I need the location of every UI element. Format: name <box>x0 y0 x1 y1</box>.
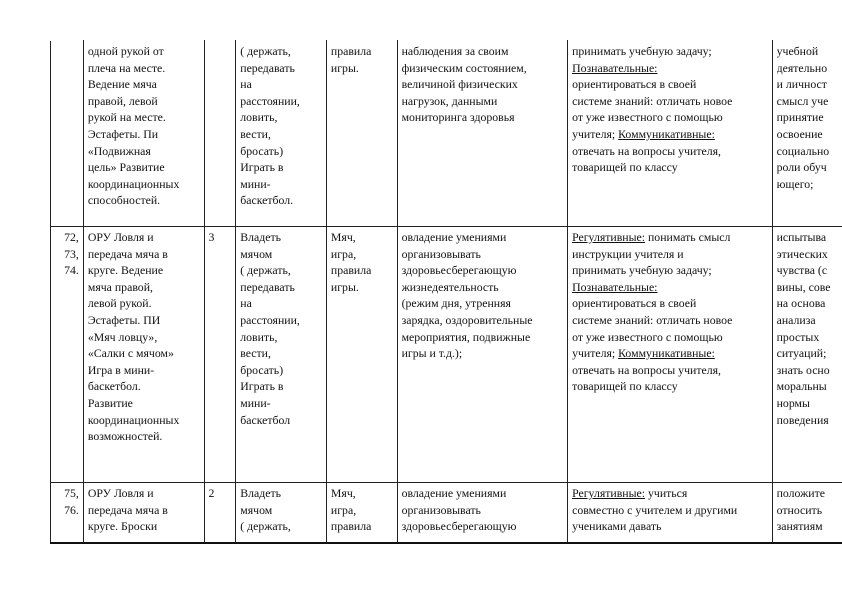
cell-text: принимать учебную задачу; <box>572 263 712 278</box>
cell-line: координационных <box>87 412 180 427</box>
cell-line <box>572 126 769 143</box>
table-row <box>51 483 842 543</box>
cell-line: ющего; <box>776 176 814 191</box>
cell-line <box>572 345 769 362</box>
cell-line: жизнедеятельность <box>401 279 499 294</box>
cell-line: нагрузок, данными <box>401 93 498 108</box>
cell-line: овладение умениями <box>401 230 507 244</box>
cell-line: игра, <box>330 502 357 517</box>
cell-line: расстоянии, <box>240 93 300 108</box>
cell-line: испытыва <box>776 230 827 244</box>
cell-line: здоровьесберегающую <box>401 263 517 278</box>
cell-line: (режим дня, утренняя <box>401 296 511 311</box>
cell-line: Играть в <box>240 379 284 394</box>
table-row <box>51 41 842 227</box>
cell-number <box>51 41 84 227</box>
cell-line: относить <box>776 502 823 517</box>
cell-line <box>572 312 769 329</box>
cell-line <box>572 362 769 379</box>
cell-line: «Мяч ловцу», <box>87 329 158 344</box>
cell-line: чувства (с <box>776 263 828 278</box>
cell-line: организовывать <box>401 246 481 261</box>
cell-text: товарищей по классу <box>572 160 678 175</box>
cell-line: правой, левой <box>87 93 158 108</box>
cell-line: «Салки с мячом» <box>87 346 174 361</box>
cell-line: возможностей. <box>87 429 163 444</box>
section-heading: Регулятивные: <box>572 486 646 500</box>
cell-line: ( держать, <box>240 519 291 534</box>
cell-number <box>51 483 84 543</box>
cell-line: 73, <box>64 246 79 261</box>
cell-topic <box>83 483 204 543</box>
cell-line: учебной <box>776 44 819 58</box>
cell-line: вести, <box>240 346 271 361</box>
cell-line <box>572 262 769 279</box>
cell-line: организовывать <box>401 502 481 517</box>
cell-line <box>572 246 769 263</box>
cell-topic <box>83 227 204 483</box>
cell-line: игра, <box>330 246 357 261</box>
section-heading: Регулятивные: <box>572 230 646 244</box>
cell-line: Играть в <box>240 160 284 175</box>
cell-line: 72, <box>64 230 79 244</box>
cell-meta-results <box>568 483 773 543</box>
lesson-plan-table <box>50 40 842 544</box>
cell-line: одной рукой от <box>87 44 164 58</box>
cell-line: на основа <box>776 296 826 311</box>
cell-line: этических <box>776 246 828 261</box>
cell-line: левой рукой. <box>87 296 152 311</box>
cell-line: круге. Броски <box>87 519 158 534</box>
cell-line: на <box>240 77 252 92</box>
cell-text: от уже известного с помощью <box>572 110 723 125</box>
cell-text: от уже известного с помощью <box>572 329 723 344</box>
cell-line: вины, сове <box>776 279 831 294</box>
cell-element-content <box>236 483 327 543</box>
cell-line: баскетбол <box>240 412 291 427</box>
cell-line: социально <box>776 143 830 158</box>
cell-line: 2 <box>208 486 215 500</box>
cell-text: товарищей по классу <box>572 379 678 394</box>
cell-text: учиться <box>645 486 688 500</box>
cell-line: передавать <box>240 60 295 75</box>
cell-hours <box>204 227 236 483</box>
cell-line: 76. <box>64 502 79 517</box>
section-heading: Познавательные: <box>572 60 658 75</box>
cell-text: отвечать на вопросы учителя, <box>572 362 721 377</box>
cell-text: учителя; <box>572 126 619 141</box>
section-heading: Познавательные: <box>572 279 658 294</box>
cell-meta-results <box>568 227 773 483</box>
cell-line: анализа <box>776 312 816 327</box>
cell-line: расстоянии, <box>240 312 300 327</box>
cell-line <box>572 279 769 296</box>
cell-meta-results <box>568 41 773 227</box>
cell-element-content <box>236 41 327 227</box>
cell-line: ОРУ Ловля и <box>87 486 154 500</box>
cell-line: на <box>240 296 252 311</box>
cell-line: цель» Развитие <box>87 160 165 175</box>
cell-line: занятиям <box>776 519 823 534</box>
cell-line: бросать) <box>240 143 284 158</box>
cell-equipment <box>326 41 397 227</box>
cell-line: игры и т.д.); <box>401 346 463 361</box>
cell-text: системе знаний: отличать новое <box>572 312 733 327</box>
cell-line: правила <box>330 519 372 534</box>
cell-line: здоровьесберегающую <box>401 519 517 534</box>
cell-line: ловить, <box>240 329 278 344</box>
cell-line: смысл уче <box>776 93 829 108</box>
cell-line: передавать <box>240 279 295 294</box>
cell-line: знать осно <box>776 362 830 377</box>
cell-text: системе знаний: отличать новое <box>572 93 733 108</box>
cell-text: ориентироваться в своей <box>572 296 697 311</box>
cell-line: деятельно <box>776 60 828 75</box>
cell-line: поведения <box>776 412 829 427</box>
table-body <box>51 41 842 543</box>
cell-line <box>572 378 769 395</box>
cell-equipment <box>326 227 397 483</box>
cell-line: игры. <box>330 60 359 75</box>
cell-line: мониторинга здоровья <box>401 110 515 125</box>
cell-line: круге. Ведение <box>87 263 164 278</box>
cell-line: ловить, <box>240 110 278 125</box>
cell-line: игры. <box>330 279 359 294</box>
cell-hours <box>204 483 236 543</box>
cell-line: величиной физических <box>401 77 518 92</box>
cell-line: ситуаций; <box>776 346 827 361</box>
cell-line: Эстафеты. ПИ <box>87 312 161 327</box>
cell-line: мероприятия, подвижные <box>401 329 531 344</box>
cell-line <box>572 485 769 502</box>
cell-topic <box>83 41 204 227</box>
cell-line: мяча правой, <box>87 279 153 294</box>
cell-line: мячом <box>240 246 273 261</box>
cell-line: 3 <box>208 230 215 244</box>
cell-line: роли обуч <box>776 160 827 175</box>
cell-text: инструкции учителя и <box>572 246 684 261</box>
cell-line: Ведение мяча <box>87 77 157 92</box>
cell-line: вести, <box>240 126 271 141</box>
cell-line: мячом <box>240 502 273 517</box>
cell-text: понимать смысл <box>645 230 731 244</box>
cell-line <box>572 60 769 77</box>
cell-hours <box>204 41 236 227</box>
cell-line: «Подвижная <box>87 143 151 158</box>
cell-line: положите <box>776 486 826 500</box>
cell-line: баскетбол. <box>240 193 294 208</box>
cell-line: передача мяча в <box>87 502 168 517</box>
cell-line: 74. <box>64 263 79 278</box>
cell-line: освоение <box>776 126 823 141</box>
cell-line <box>572 502 769 519</box>
cell-line <box>572 43 769 60</box>
cell-number <box>51 227 84 483</box>
cell-line: баскетбол. <box>87 379 141 394</box>
cell-line <box>572 159 769 176</box>
cell-text: учителя; <box>572 346 619 361</box>
cell-line: мини- <box>240 176 271 191</box>
cell-subject-results <box>397 41 568 227</box>
cell-line <box>572 76 769 93</box>
cell-line: бросать) <box>240 362 284 377</box>
cell-line: принятие <box>776 110 824 125</box>
cell-line: координационных <box>87 176 180 191</box>
cell-line: ОРУ Ловля и <box>87 230 154 244</box>
cell-line: зарядка, оздоровительные <box>401 312 533 327</box>
table-row <box>51 227 842 483</box>
cell-line: рукой на месте. <box>87 110 166 125</box>
cell-line: Владеть <box>240 230 282 244</box>
cell-line: передача мяча в <box>87 246 168 261</box>
cell-line: овладение умениями <box>401 486 507 500</box>
cell-line: Мяч, <box>330 230 356 244</box>
cell-equipment <box>326 483 397 543</box>
cell-text: совместно с учителем и другими <box>572 502 738 517</box>
cell-text: отвечать на вопросы учителя, <box>572 143 721 158</box>
cell-line <box>572 143 769 160</box>
cell-line: Владеть <box>240 486 282 500</box>
cell-line <box>572 329 769 346</box>
cell-line <box>572 229 769 246</box>
cell-element-content <box>236 227 327 483</box>
cell-text: ориентироваться в своей <box>572 77 697 92</box>
cell-line: правила <box>330 44 372 58</box>
cell-line: наблюдения за своим <box>401 44 509 58</box>
cell-line: ( держать, <box>240 44 291 58</box>
cell-line <box>572 93 769 110</box>
cell-line: Мяч, <box>330 486 356 500</box>
cell-personal-results <box>772 41 842 227</box>
cell-line: 75, <box>64 486 79 500</box>
cell-subject-results <box>397 227 568 483</box>
cell-line: Игра в мини- <box>87 362 155 377</box>
cell-subject-results <box>397 483 568 543</box>
cell-line: ( держать, <box>240 263 291 278</box>
cell-personal-results <box>772 483 842 543</box>
cell-line: простых <box>776 329 820 344</box>
cell-line <box>572 518 769 535</box>
cell-personal-results <box>772 227 842 483</box>
cell-line: моральны <box>776 379 827 394</box>
cell-line: и личност <box>776 77 827 92</box>
cell-line <box>572 295 769 312</box>
cell-line <box>572 109 769 126</box>
cell-line: плеча на месте. <box>87 60 166 75</box>
section-heading: Коммуникативные: <box>618 126 715 141</box>
cell-line: способностей. <box>87 193 161 208</box>
cell-text: принимать учебную задачу; <box>572 44 712 58</box>
cell-line: физическим состоянием, <box>401 60 527 75</box>
section-heading: Коммуникативные: <box>618 346 715 361</box>
cell-text: учениками давать <box>572 519 662 534</box>
cell-line: Эстафеты. Пи <box>87 126 159 141</box>
cell-line: Развитие <box>87 395 133 410</box>
cell-line: нормы <box>776 395 810 410</box>
cell-line: мини- <box>240 395 271 410</box>
cell-line: правила <box>330 263 372 278</box>
